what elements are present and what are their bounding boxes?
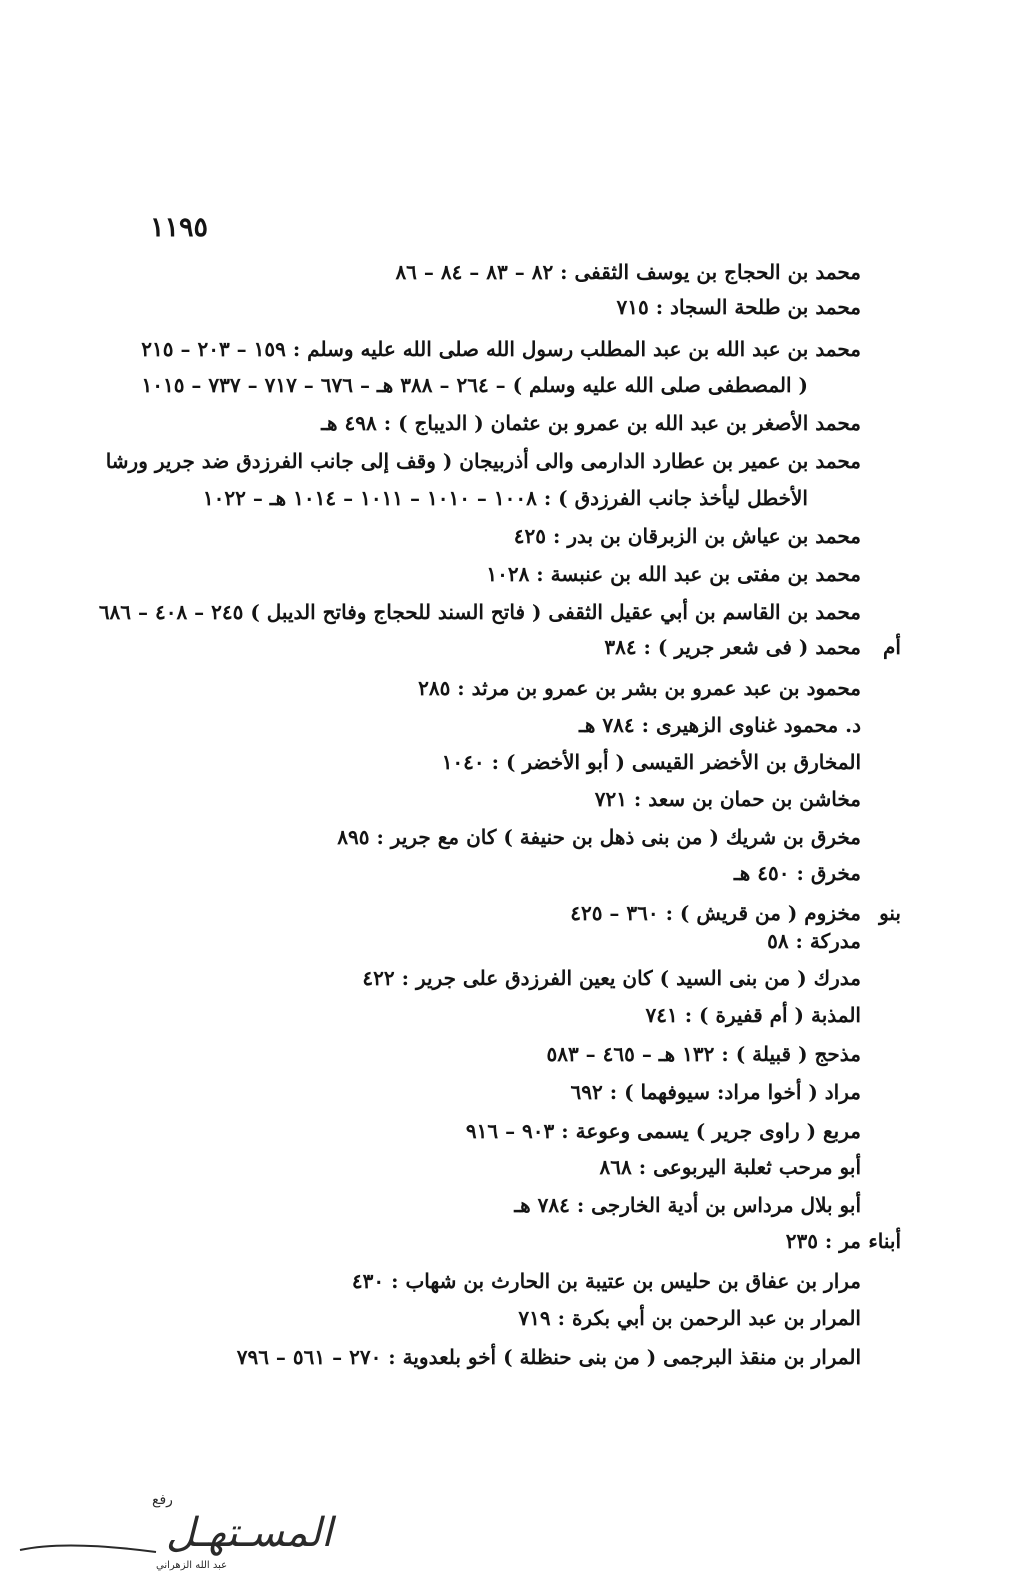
index-entry: محمد بن الحجاج بن يوسف الثقفى : ٨٢ – ٨٣ – ٨٤ – ٨٦ <box>395 260 861 284</box>
index-entry: المخارق بن الأخضر القيسى ( أبو الأخضر ) : ١٠٤٠ <box>441 750 861 774</box>
index-entry: مرار بن عفاق بن حليس بن عتيبة بن الحارث بن شهاب : ٤٣٠ <box>351 1269 861 1293</box>
index-entry: محمد الأصغر بن عبد الله بن عمرو بن عثمان ( الديباج ) : ٤٩٨ هـ <box>321 411 861 435</box>
entry-prefix: أبناء <box>868 1229 901 1253</box>
index-entry: مدركة : ٥٨ <box>767 929 861 953</box>
index-entry: مخاشن بن حمان بن سعد : ٧٢١ <box>594 787 861 811</box>
index-entry: محمد بن طلحة السجاد : ٧١٥ <box>616 295 861 319</box>
seal-subtitle: رفع <box>152 1492 173 1508</box>
index-entry: ( المصطفى صلى الله عليه وسلم ) – ٢٦٤ – ٣٨٨ هـ – ٦٧٦ – ٧١٧ – ٧٣٧ – ١٠١٥ <box>141 373 808 397</box>
seal-underline <box>20 1545 156 1552</box>
index-entry: محمد بن عبد الله بن عبد المطلب رسول الله صلى الله عليه وسلم : ١٥٩ – ٢٠٣ – ٢١٥ <box>141 337 861 361</box>
library-seal-logo <box>6 1476 333 1576</box>
index-entry: المرار بن عبد الرحمن بن أبي بكرة : ٧١٩ <box>518 1306 861 1330</box>
index-entry: محمد بن القاسم بن أبي عقيل الثقفى ( فاتح السند للحجاج وفاتح الديبل ) ٢٤٥ – ٤٠٨ – ٦٨٦ <box>98 600 861 624</box>
index-entry: المذبة ( أم قفيرة ) : ٧٤١ <box>645 1003 861 1027</box>
index-entry: محمد بن عياش بن الزبرقان بن بدر : ٤٢٥ <box>513 524 861 548</box>
index-entry: المرار بن منقذ البرجمى ( من بنى حنظلة ) أخو بلعدوية : ٢٧٠ – ٥٦١ – ٧٩٦ <box>236 1345 861 1369</box>
index-entry: محمد بن عمير بن عطارد الدارمى والى أذربيجان ( وقف إلى جانب الفرزدق ضد جرير ورشا <box>105 449 861 473</box>
entry-prefix: بنو <box>879 901 901 925</box>
index-entry: مخزوم ( من قريش ) : ٣٦٠ – ٤٢٥ <box>570 901 861 925</box>
index-entry: مخرق بن شريك ( من بنى ذهل بن حنيفة ) كان مع جرير : ٨٩٥ <box>337 825 861 849</box>
index-entry: مخرق : ٤٥٠ هـ <box>733 861 861 885</box>
index-entry: محمد بن مفتى بن عبد الله بن عنبسة : ١٠٢٨ <box>486 562 861 586</box>
seal-footer: عبد الله الزهراني <box>156 1560 228 1571</box>
index-entry: مراد ( أخوا مراد: سيوفهما ) : ٦٩٢ <box>570 1080 861 1104</box>
index-entry: مدرك ( من بنى السيد ) كان يعين الفرزدق على جرير : ٤٢٢ <box>362 966 861 990</box>
index-entry: د. محمود غناوى الزهيرى : ٧٨٤ هـ <box>579 713 861 737</box>
index-entry: أبو مرحب ثعلبة اليربوعى : ٨٦٨ <box>599 1155 861 1179</box>
entry-prefix: أم <box>883 635 901 659</box>
index-entry: الأخطل ليأخذ جانب الفرزدق ) : ١٠٠٨ – ١٠١٠ – ١٠١١ – ١٠١٤ هـ – ١٠٢٢ <box>202 486 808 510</box>
index-entry: مر : ٢٣٥ <box>785 1229 861 1253</box>
index-entry: مذحج ( قبيلة ) : ١٣٢ هـ – ٤٦٥ – ٥٨٣ <box>546 1042 861 1066</box>
seal-text: المسـتهـل <box>166 1510 333 1556</box>
index-entry: محمد ( فى شعر جرير ) : ٣٨٤ <box>604 635 861 659</box>
index-entry: أبو بلال مرداس بن أدية الخارجى : ٧٨٤ هـ <box>514 1193 861 1217</box>
index-entry: مربع ( راوى جرير ) يسمى وعوعة : ٩٠٣ – ٩١٦ <box>465 1119 861 1143</box>
index-entry: محمود بن عبد عمرو بن بشر بن عمرو بن مرثد : ٢٨٥ <box>418 676 861 700</box>
page-number: ١١٩٥ <box>150 212 209 243</box>
